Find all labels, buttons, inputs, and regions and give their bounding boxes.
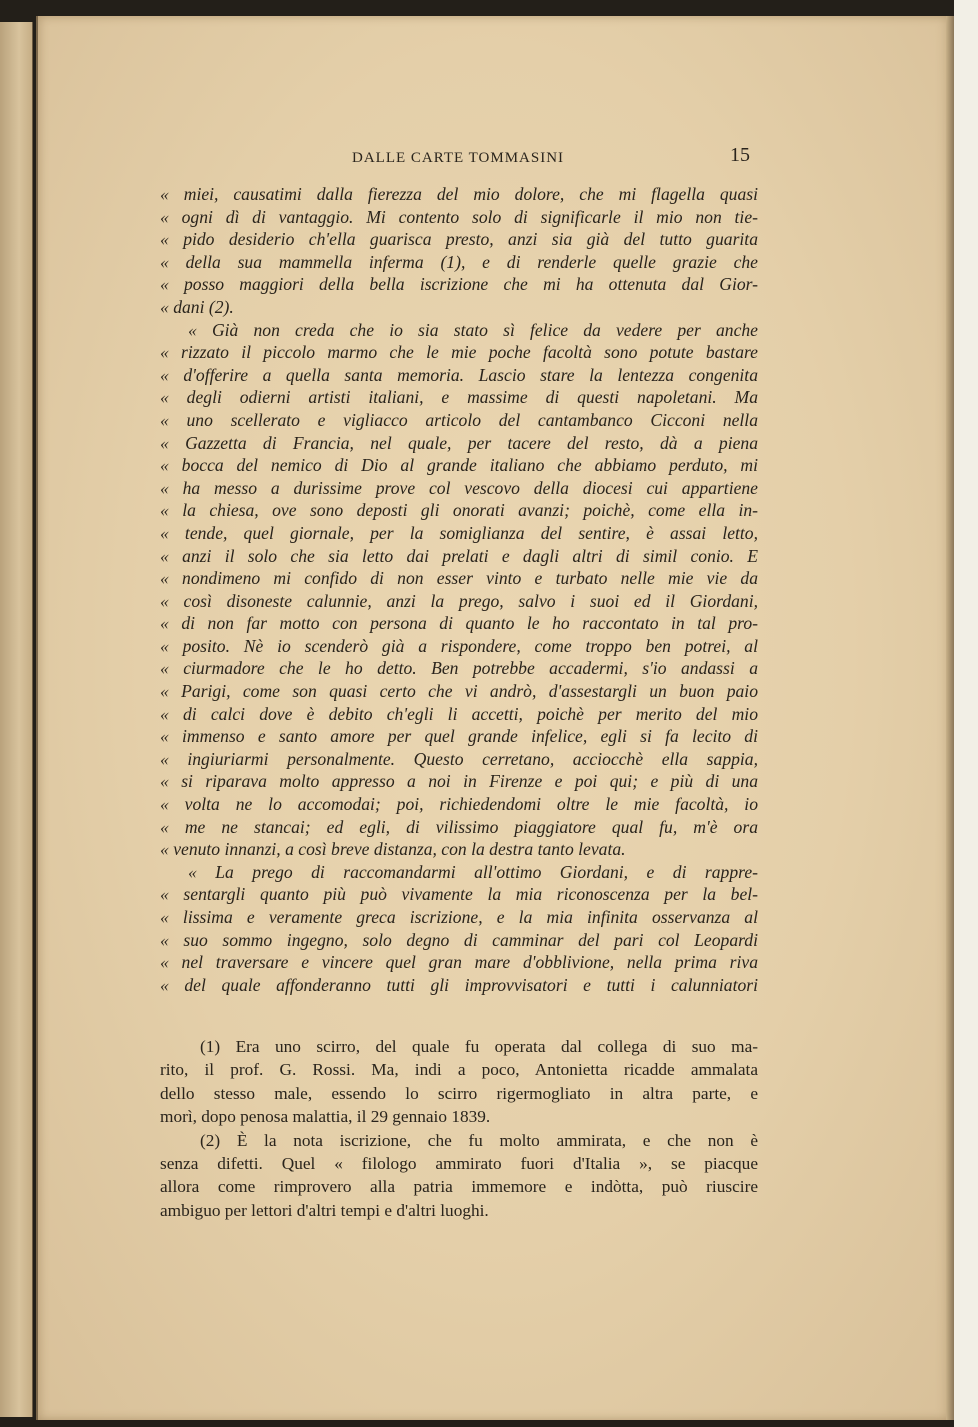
text-line: « ha messo a durissime prove col vescovo della diocesi cui appartiene — [160, 477, 758, 498]
text-line: « della sua mammella inferma (1), e di renderle quelle grazie che — [160, 251, 758, 272]
text-line: « posso maggiori della bella iscrizione che mi ha ottenuta dal Gior- — [160, 274, 758, 295]
text-line: « me ne stancai; ed egli, di vilissimo piaggiatore qual fu, m'è ora — [160, 816, 758, 837]
running-head: DALLE CARTE TOMMASINI — [352, 150, 565, 166]
page-number: 15 — [730, 144, 750, 166]
text-line: « volta ne lo accomodai; poi, richiedendomi oltre le mie facoltà, io — [160, 794, 758, 815]
text-line: « ciurmadore che le ho detto. Ben potrebbe accadermi, s'io andassi a — [160, 658, 758, 679]
text-line: « suo sommo ingegno, solo degno di camminar del pari col Leopardi — [160, 929, 758, 950]
text-line: « del quale affonderanno tutti gli improvvisatori e tutti i calunniatori — [160, 974, 758, 995]
text-line: « pido desiderio ch'ella guarisca presto, anzi sia già del tutto guarita — [160, 229, 758, 250]
footnote-line: rito, il prof. G. Rossi. Ma, indi a poco, Antonietta ricadde ammalata — [160, 1060, 758, 1080]
text-line: « posito. Nè io scenderò già a rispondere, come troppo ben potrei, al — [160, 635, 758, 656]
text-line: « La prego di raccomandarmi all'ottimo Giordani, e di rappre- — [188, 861, 758, 882]
text-line: « nel traversare e vincere quel gran mare d'obblivione, nella prima riva — [160, 952, 758, 973]
page-header — [160, 144, 758, 174]
text-line: « degli odierni artisti italiani, e massime di questi napoletani. Ma — [160, 387, 758, 408]
footnote-line: (2) È la nota iscrizione, che fu molto ammirata, e che non è — [200, 1130, 758, 1150]
text-line: « miei, causatimi dalla fierezza del mio dolore, che mi flagella quasi — [160, 184, 758, 204]
footnote-line: senza difetti. Quel « filologo ammirato fuori d'Italia », se piacque — [160, 1153, 758, 1173]
text-line: « di calci dove è debito ch'egli li accetti, poichè per merito del mio — [160, 703, 758, 724]
text-line: « rizzato il piccolo marmo che le mie poche facoltà sono potute bastare — [160, 342, 758, 363]
text-line: « tende, quel giornale, per la somiglianza del sentire, è assai letto, — [160, 522, 758, 543]
text-line: « nondimeno mi confido di non esser vinto e turbato nelle mie vie da — [160, 568, 758, 589]
footnote-line: ambiguo per lettori d'altri tempi e d'altri luoghi. — [160, 1200, 489, 1220]
text-line: « ogni dì di vantaggio. Mi contento solo di significarle il mio non tie- — [160, 206, 758, 227]
text-line: « immenso e santo amore per quel grande infelice, egli si fa lecito di — [160, 726, 758, 747]
footnote-1 — [160, 1035, 758, 1129]
footnotes — [160, 1035, 758, 1222]
footnote-line: (1) Era uno scirro, del quale fu operata dal collega di suo ma- — [200, 1037, 758, 1056]
text-line: « la chiesa, ove sono deposti gli onorati avanzi; poichè, come ella in- — [160, 500, 758, 521]
text-line: « così disoneste calunnie, anzi la prego, salvo i suoi ed il Giordani, — [160, 590, 758, 611]
text-line: « ingiuriarmi personalmente. Questo cerretano, acciocchè ella sappia, — [160, 748, 758, 769]
previous-page-edge — [0, 22, 33, 1417]
text-line: « anzi il solo che sia letto dai prelati e dagli altri di simil conio. E — [160, 545, 758, 566]
footnote-line: dello stesso male, essendo lo scirro rigermogliato in altra parte, e — [160, 1083, 758, 1103]
text-line: « dani (2). — [160, 296, 234, 317]
text-line: « lissima e veramente greca iscrizione, e la mia infinita osservanza al — [160, 907, 758, 927]
text-line: « Gazzetta di Francia, nel quale, per tacere del resto, dà a piena — [160, 432, 758, 453]
text-line: « d'offerire a quella santa memoria. Lascio stare la lentezza congenita — [160, 364, 758, 385]
scanner-margin — [954, 0, 978, 1427]
text-line: « di non far motto con persona di quanto le ho raccontato in tal pro- — [160, 613, 758, 634]
text-line: « bocca del nemico di Dio al grande italiano che abbiamo perduto, mi — [160, 455, 758, 476]
footnote-line: morì, dopo penosa malattia, il 29 gennaio 1839. — [160, 1107, 491, 1127]
text-line: « Già non creda che io sia stato sì felice da vedere per anche — [188, 319, 758, 340]
text-line: « Parigi, come son quasi certo che vi andrò, d'assestargli un buon paio — [160, 681, 758, 702]
page-fore-edge — [946, 16, 954, 1420]
text-line: « uno scellerato e vigliacco articolo del cantambanco Cicconi nella — [160, 409, 758, 430]
letter-body-text — [160, 183, 758, 996]
text-line: « venuto innanzi, a così breve distanza, con la destra tanto levata. — [160, 839, 626, 860]
text-line: « sentargli quanto più può vivamente la mia riconoscenza per la bel- — [160, 884, 758, 905]
footnote-2 — [160, 1129, 758, 1223]
text-line: « si riparava molto appresso a noi in Firenze e poi qui; e più di una — [160, 771, 758, 792]
footnote-line: allora come rimprovero alla patria immemore e indòtta, può riuscire — [160, 1177, 758, 1197]
